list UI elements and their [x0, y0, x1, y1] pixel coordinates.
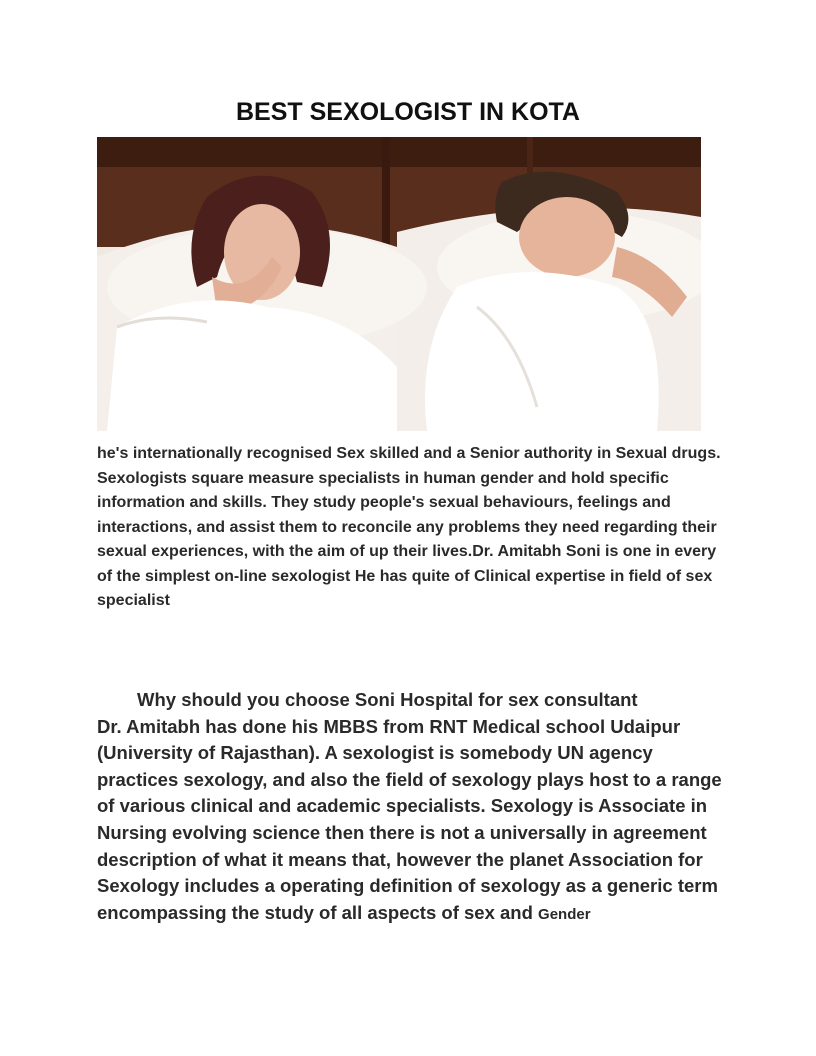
page-title: BEST SEXOLOGIST IN KOTA: [235, 98, 580, 126]
section-body: [97, 714, 737, 929]
couple-photo: [97, 137, 701, 431]
intro-line-2: Sexologists square measure specialists in human gender and hold specific information and skills. They study people's sexual behaviours, feelings and interactions, and assist them to reconcile any problems they need regarding their sexual experiences, with the aim of up their lives.Dr. Amitabh Soni is one in every of the simplest on-line sexologist He has quite of Clinical expertise in field of sex specialist: [97, 469, 717, 609]
section-body-text: Dr. Amitabh has done his MBBS from RNT Medical school Udaipur (University of Rajasthan). A sexologist is somebody UN agency practices sexology, and also the field of sexology plays host to a range of various clinical and academic specialists. Sexology is Associate in Nursing evolving science then there is not a universally in agreement description of what it means that, however the planet Association for Sexology includes a operating definition of sexology as a generic term encompassing the study of all aspects of sex and: [97, 715, 722, 923]
section-paragraph: [97, 687, 737, 928]
section-tail: Gender: [538, 905, 591, 923]
intro-line-1: he's internationally recognised Sex skilled and a Senior authority in Sexual drugs.: [97, 445, 721, 462]
intro-paragraph: [97, 442, 727, 614]
section-heading: Why should you choose Soni Hospital for sex consultant: [137, 689, 638, 710]
